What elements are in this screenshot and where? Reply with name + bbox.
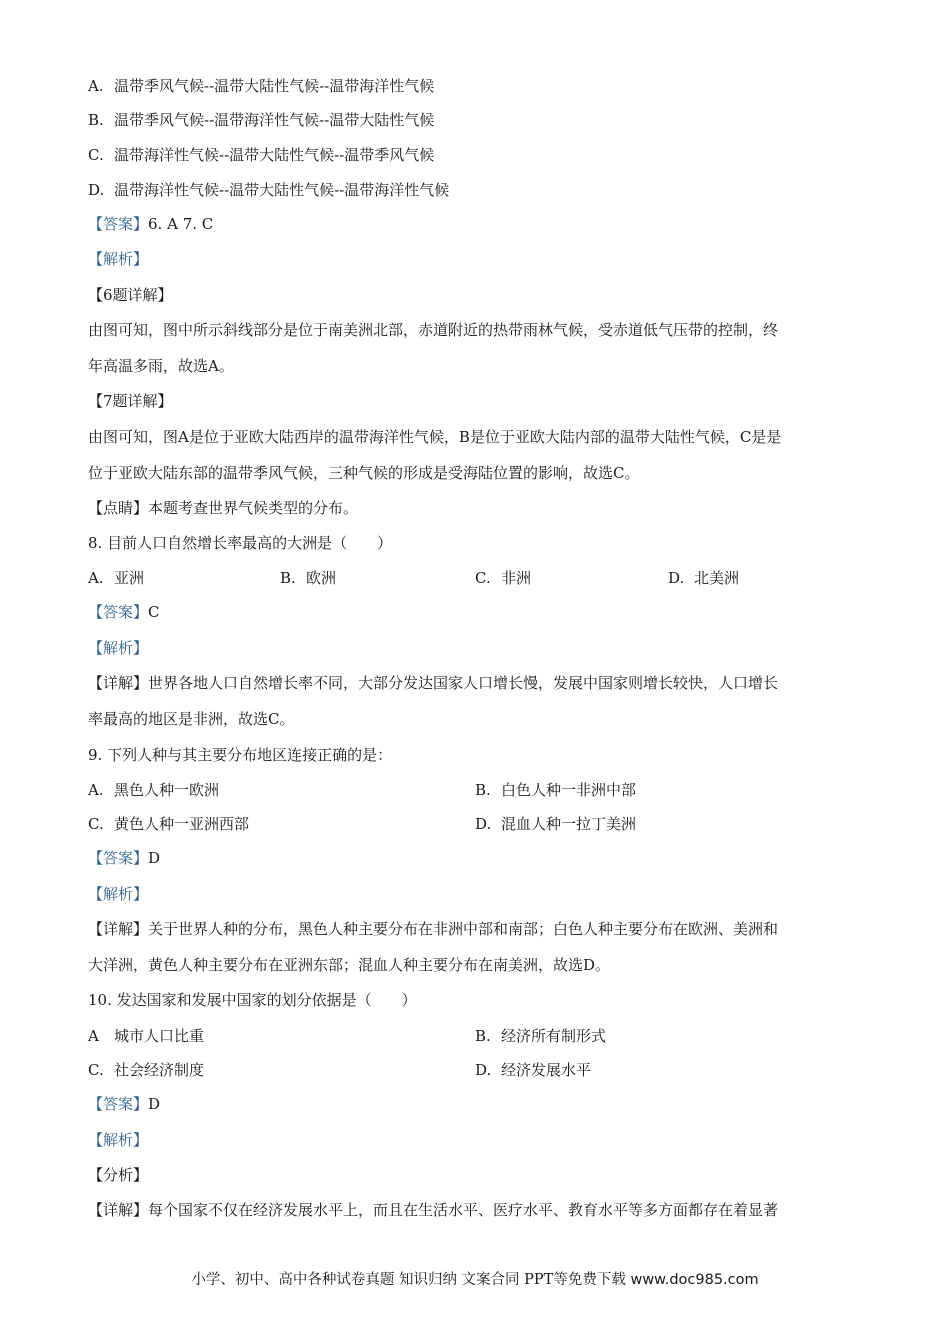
q9-answer: 【答案】D xyxy=(88,849,161,867)
q9-option-d: D. 混血人种一拉丁美洲 xyxy=(475,815,637,833)
q7-detail-line-1: 由图可知，图A是位于亚欧大陆西岸的温带海洋性气候，B是位于亚欧大陆内部的温带大陆性气候，C是是 xyxy=(88,428,782,446)
q9-detail-line-2: 大洋洲，黄色人种主要分布在亚洲东部；混血人种主要分布在南美洲，故选D。 xyxy=(88,956,611,974)
q8-answer: 【答案】C xyxy=(88,603,160,621)
q10-option-c: C. 社会经济制度 xyxy=(88,1061,205,1079)
q10-option-b: B. 经济所有制形式 xyxy=(475,1027,607,1045)
q10-option-a: A 城市人口比重 xyxy=(88,1027,205,1045)
q9-detail-line-1: 【详解】关于世界人种的分布，黑色人种主要分布在非洲中部和南部；白色人种主要分布在欧洲、美洲和 xyxy=(88,920,779,938)
q10-fenxi-tag: 【分析】 xyxy=(88,1166,149,1184)
q10-stem: 10. 发达国家和发展中国家的划分依据是（ ） xyxy=(88,991,417,1009)
q9-option-a: A. 黑色人种一欧洲 xyxy=(88,781,220,799)
q67-answer: 【答案】6. A 7. C xyxy=(88,215,214,233)
q7-option-a: A. 温带季风气候--温带大陆性气候--温带海洋性气候 xyxy=(88,77,435,95)
q10-detail-line-1: 【详解】每个国家不仅在经济发展水平上，而且在生活水平、医疗水平、教育水平等多方面都存在着显著 xyxy=(88,1201,779,1219)
q9-analysis-tag: 【解析】 xyxy=(88,885,149,903)
q8-option-d: D. 北美洲 xyxy=(668,569,740,587)
q7-detail-heading: 【7题详解】 xyxy=(88,392,173,410)
q8-option-b: B. 欧洲 xyxy=(280,569,337,587)
q7-detail-line-2: 位于亚欧大陆东部的温带季风气候，三种气候的形成是受海陆位置的影响，故选C。 xyxy=(88,464,640,482)
q8-option-c: C. 非洲 xyxy=(475,569,532,587)
q67-analysis-tag: 【解析】 xyxy=(88,250,149,268)
q8-detail-line-2: 率最高的地区是非洲，故选C。 xyxy=(88,710,295,728)
q10-option-d: D. 经济发展水平 xyxy=(475,1061,592,1079)
footer-text: 小学、初中、高中各种试卷真题 知识归纳 文案合同 PPT等免费下载 xyxy=(191,1272,631,1288)
q6-detail-line-2: 年高温多雨，故选A。 xyxy=(88,357,234,375)
q6-detail-heading: 【6题详解】 xyxy=(88,286,173,304)
q8-detail-line-1: 【详解】世界各地人口自然增长率不同，大部分发达国家人口增长慢，发展中国家则增长较快，人口增长 xyxy=(88,674,779,692)
q9-option-c: C. 黄色人种一亚洲西部 xyxy=(88,815,250,833)
q9-stem: 9. 下列人种与其主要分布地区连接正确的是： xyxy=(88,746,393,764)
q8-option-a: A. 亚洲 xyxy=(88,569,145,587)
q7-option-b: B. 温带季风气候--温带海洋性气候--温带大陆性气候 xyxy=(88,111,435,129)
q10-analysis-tag: 【解析】 xyxy=(88,1131,149,1149)
page-footer xyxy=(0,1270,950,1290)
q10-answer: 【答案】D xyxy=(88,1095,161,1113)
q67-point: 【点睛】本题考查世界气候类型的分布。 xyxy=(88,499,359,517)
footer-link[interactable]: www.doc985.com xyxy=(630,1272,759,1288)
q7-option-c: C. 温带海洋性气候--温带大陆性气候--温带季风气候 xyxy=(88,146,435,164)
q7-option-d: D. 温带海洋性气候--温带大陆性气候--温带海洋性气候 xyxy=(88,181,450,199)
q9-option-b: B. 白色人种一非洲中部 xyxy=(475,781,637,799)
q8-stem: 8. 目前人口自然增长率最高的大洲是（ ） xyxy=(88,534,393,552)
q6-detail-line-1: 由图可知，图中所示斜线部分是位于南美洲北部，赤道附近的热带雨林气候，受赤道低气压带的控制，终 xyxy=(88,321,779,339)
q8-analysis-tag: 【解析】 xyxy=(88,639,149,657)
